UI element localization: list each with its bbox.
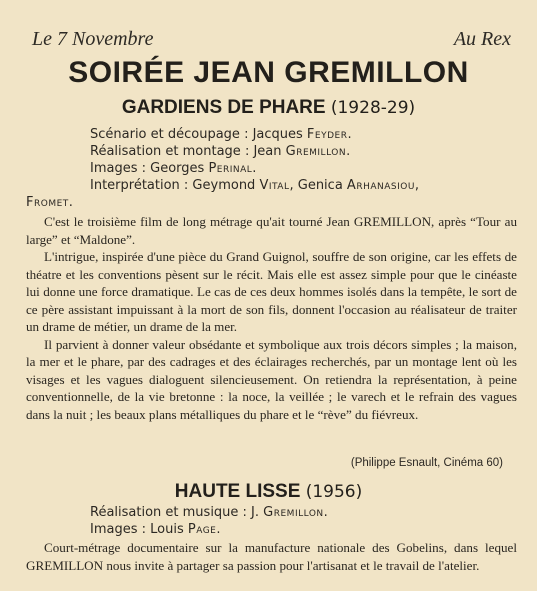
credit-end: . [68, 195, 73, 210]
film2-credits [90, 504, 515, 538]
event-date: Le 7 Novembre [32, 28, 154, 50]
credit-name: Perinal [208, 161, 253, 176]
credit-name: Arhanasiou [346, 178, 415, 193]
credit-end: . [347, 127, 352, 142]
credit-label: Réalisation et montage : Jean [90, 144, 286, 159]
credit-name: Page [187, 522, 217, 537]
credit-line [90, 160, 515, 177]
credit-line [90, 504, 515, 521]
credit-end: , [414, 178, 420, 193]
paragraph: Court-métrage documentaire sur la manufacture nationale des Gobelins, dans lequel GREMILLON nous invite à partager sa passion pour l'artisanat et le travail de l'atelier. [26, 540, 517, 573]
credit-name: Vital [259, 178, 290, 193]
credit-end: . [216, 522, 221, 537]
credit-line [90, 521, 515, 538]
credit-name: Feyder [306, 127, 348, 142]
credit-end: . [323, 505, 328, 520]
film1-title: GARDIENS DE PHARE [121, 97, 326, 118]
film1-credits-tail [26, 194, 515, 211]
credit-label: Scénario et découpage : Jacques [90, 127, 307, 142]
film2-years: (1956) [305, 482, 363, 502]
film1-years: (1928-29) [330, 98, 416, 118]
credit-label: Images : Georges [90, 161, 209, 176]
page-title: SOIRÉE JEAN GREMILLON [68, 56, 469, 89]
event-venue: Au Rex [453, 28, 511, 50]
film1-citation: (Philippe Esnault, Cinéma 60) [350, 457, 503, 469]
credit-name: Fromet [26, 195, 69, 210]
credit-line [90, 177, 515, 194]
credit-line [90, 143, 515, 160]
film1-credits [90, 126, 515, 194]
film2-heading [0, 481, 537, 503]
header-line [32, 28, 511, 51]
credit-end: . [346, 144, 351, 159]
credit-label: Réalisation et musique : J. [90, 505, 264, 520]
film2-title: HAUTE LISSE [174, 481, 301, 502]
credit-end: . [252, 161, 257, 176]
credit-line [90, 126, 515, 143]
credit-label: Images : Louis [90, 522, 188, 537]
film2-description [26, 539, 517, 574]
credit-label: Interprétation : Geymond [90, 178, 260, 193]
film1-description [26, 213, 517, 423]
paragraph: C'est le troisième film de long métrage qu'ait tourné Jean GREMILLON, après “Tour au large” et “Maldone”. [26, 214, 517, 247]
paragraph: L'intrigue, inspirée d'une pièce du Grand Guignol, souffre de son origine, car les effets de théatre et les conventions pèsent sur le récit. Mais elle est assez simple pour que le cinéaste lui donne une force dramatique. Le cas de ces deux hommes isolés dans la tempête, le sort de ce père assistant impuissant à la mort de son fils, donnent l'occasion au réalisateur de traiter un drame de métier, un drame de la mer. [26, 249, 517, 334]
paragraph: Il parvient à donner valeur obsédante et symbolique aux trois décors simples ; la maison, la mer et le phare, par des cadrages et des éclairages recherchés, par un montage lent où les visages et les vagues dialoguent silencieusement. On retiendra la représentation, à peine conventionnelle, de la vie bretonne : la noce, la veillée ; le varech et le refrain des vagues dans la nuit ; les beaux plans métalliques du phare et le “rève” du fiévreux. [26, 336, 517, 422]
credit-name: Gremillon [285, 144, 347, 159]
credit-name: Gremillon [263, 505, 324, 520]
credit-end: , Genica [289, 178, 347, 193]
film1-heading [0, 97, 537, 119]
